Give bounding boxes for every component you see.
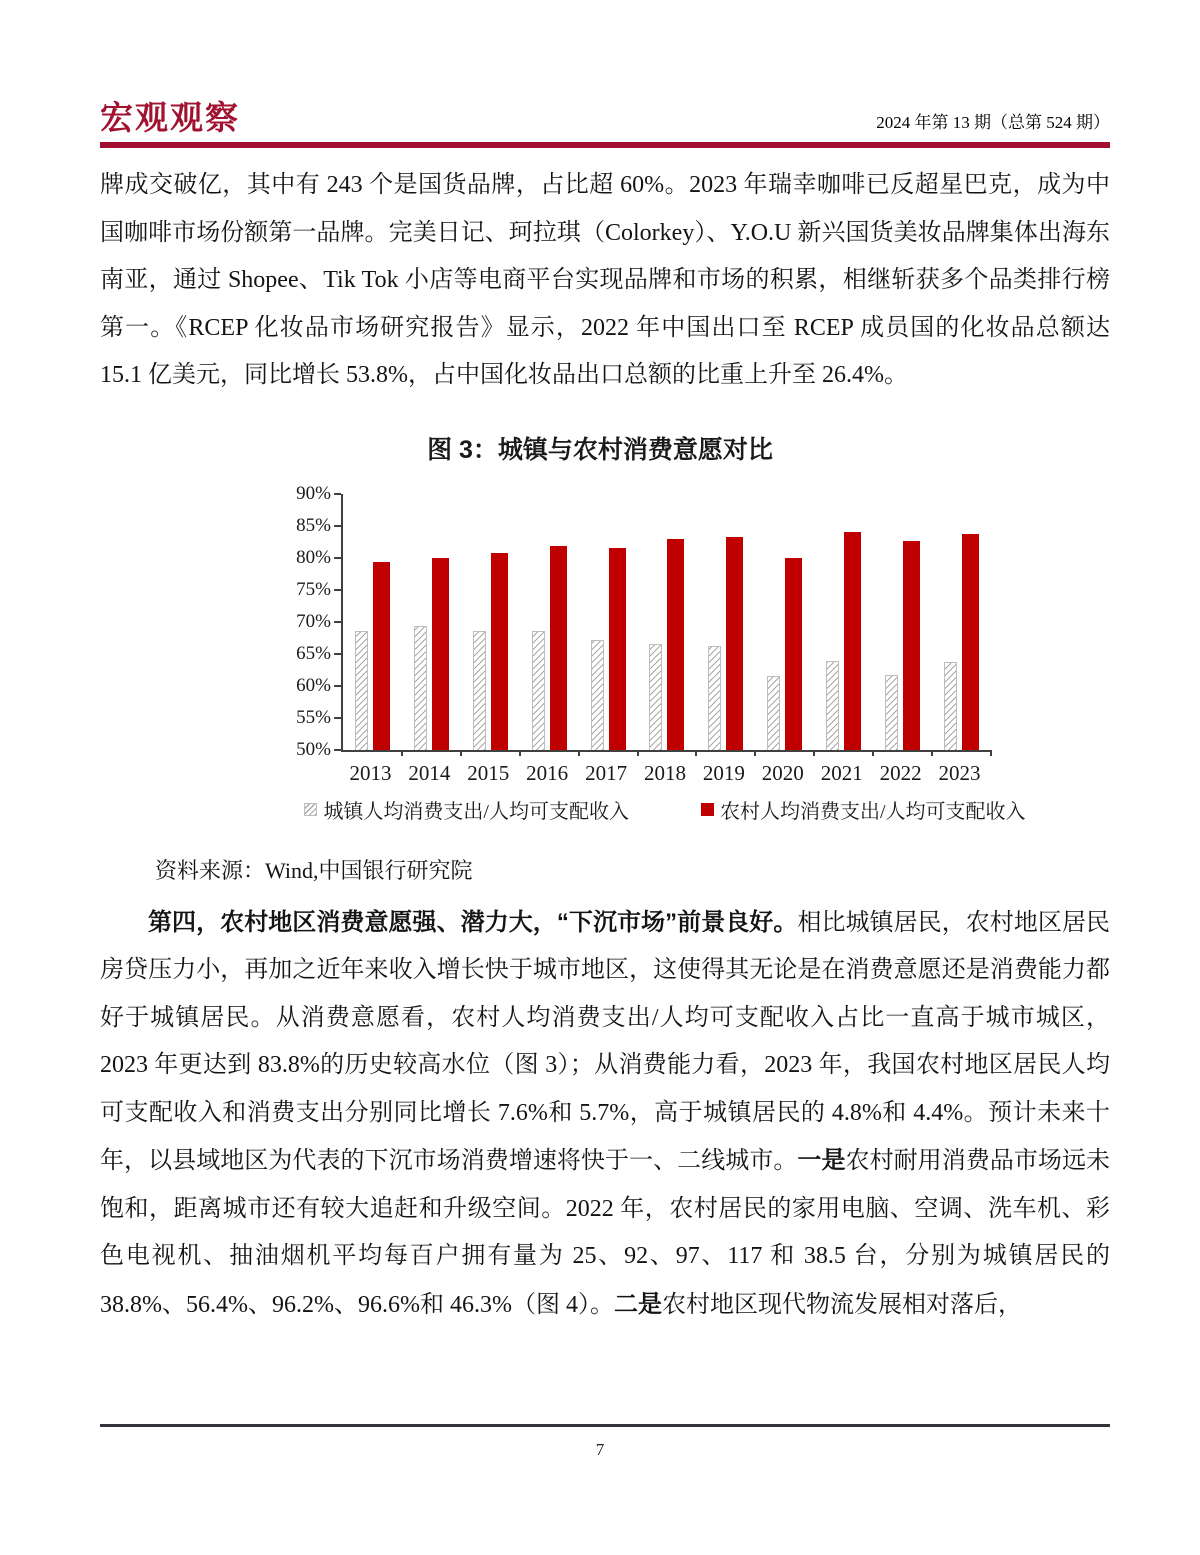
rural-bar-2019 <box>726 537 743 750</box>
x-axis-label-2020: 2020 <box>761 760 804 785</box>
y-axis-tick-label: 70% <box>296 610 331 632</box>
text-run: 农村地区现代物流发展相对落后， <box>661 1291 1022 1318</box>
rural-bar-2016 <box>550 546 567 750</box>
x-axis-tick <box>931 750 933 756</box>
journal-title: 宏观观察 <box>100 99 240 136</box>
legend-item <box>701 795 1026 824</box>
x-axis-label-2019: 2019 <box>702 760 745 785</box>
bar-group-2016 <box>532 546 567 750</box>
x-axis-label-2016: 2016 <box>526 760 569 785</box>
x-axis-tick <box>637 750 639 756</box>
bar-chart <box>295 482 1026 824</box>
x-axis-label-2021: 2021 <box>820 760 863 785</box>
figure-title: 图 3：城镇与农村消费意愿对比 <box>427 435 773 464</box>
y-axis-tick <box>334 621 341 623</box>
bold-text-run: 二是 <box>613 1290 662 1318</box>
text-run: 相比城镇居民，农村地区居民房贷压力小，再加之近年来收入增长快于城市地区，这使得其无论是在消费意愿还是消费能力都好于城镇居民。从消费意愿看，农村人均消费支出/人均可支配收入占比一直高于城市城区，2023 年更达到 83.8%的历史较高水位（图 3）；从消费能力看，2023 年，我国农村地区居民人均可支配收入和消费支出分别同比增长 7.6%和 5.7%，高于城镇居民的 4.8%和 4.4%。预计未来十年，以县域地区为代表的下沉市场消费增速将快于一、二线城市。 <box>100 909 1111 1175</box>
bold-text-run: 第四，农村地区消费意愿强、潜力大，“下沉市场”前景良好。 <box>148 908 798 936</box>
source-note: 资料来源：Wind,中国银行研究院 <box>155 857 473 883</box>
x-axis-tick <box>519 750 521 756</box>
y-axis-tick-label: 80% <box>296 546 331 568</box>
y-axis-tick-label: 85% <box>296 514 331 536</box>
bar-group-2023 <box>944 534 979 750</box>
y-axis-tick-label: 75% <box>296 578 331 600</box>
x-axis-tick <box>990 750 992 756</box>
y-axis-tick <box>334 717 341 719</box>
body-paragraph-2 <box>100 899 1110 1330</box>
y-axis-tick <box>334 525 341 527</box>
chart-plot-area <box>296 482 991 760</box>
text-run: 牌成交破亿，其中有 243 个是国货品牌，占比超 60%。2023 年瑞幸咖啡已反超星巴克，成为中国咖啡市场份额第一品牌。完美日记、珂拉琪（Colorkey）、Y.O.U 新兴国货美妆品牌集体出海东南亚，通过 Shopee、Tik Tok 小店等电商平台实现品牌和市场的积累，相继斩获多个品类排行榜第一。《RCEP 化妆品市场研究报告》显示，2022 年中国出口至 RCEP 成员国的化妆品总额达 15.1 亿美元，同比增长 53.8%，占中国化妆品出口总额的比重上升至 26.4%。 <box>100 172 1110 389</box>
y-axis-tick-label: 90% <box>296 482 331 504</box>
bold-text-run: 一是 <box>797 1147 846 1175</box>
urban-bar-2022 <box>885 675 898 750</box>
urban-bar-2015 <box>473 631 486 749</box>
urban-bar-2020 <box>767 676 780 750</box>
urban-bar-2014 <box>414 626 427 750</box>
x-axis-tick <box>401 750 403 756</box>
x-axis-labels <box>341 761 989 786</box>
x-axis-tick <box>872 750 874 756</box>
y-axis-tick-label: 50% <box>296 738 331 760</box>
urban-bar-2018 <box>649 644 662 750</box>
y-axis-tick <box>334 589 341 591</box>
x-axis-tick <box>813 750 815 756</box>
x-axis-tick <box>695 750 697 756</box>
urban-bar-2023 <box>944 662 957 750</box>
y-axis-tick-label: 55% <box>296 706 331 728</box>
bar-group-2020 <box>767 558 802 750</box>
y-axis-tick-label: 65% <box>296 642 331 664</box>
urban-bar-2013 <box>355 631 368 750</box>
bar-group-2015 <box>473 553 508 750</box>
x-axis-tick <box>460 750 462 756</box>
y-axis-tick-label: 60% <box>296 674 331 696</box>
y-axis-tick <box>334 557 341 559</box>
y-axis-tick <box>334 653 341 655</box>
rural-bar-2018 <box>667 539 684 750</box>
y-axis-tick <box>334 493 341 495</box>
body-paragraph-1 <box>100 162 1110 400</box>
issue-label: 2024 年第 13 期（总第 524 期） <box>876 113 1110 133</box>
x-axis-label-2014: 2014 <box>408 760 451 785</box>
bar-series-container <box>343 494 991 750</box>
bar-group-2013 <box>355 562 390 750</box>
rural-bar-2023 <box>962 534 979 750</box>
rural-bar-2014 <box>432 558 449 749</box>
x-axis-label-2023: 2023 <box>938 760 981 785</box>
rural-bar-2020 <box>785 558 802 750</box>
rural-bar-2017 <box>609 548 626 750</box>
legend-item <box>304 795 629 824</box>
rural-bar-2013 <box>373 562 390 750</box>
bar-group-2017 <box>591 548 626 750</box>
bar-group-2019 <box>708 537 743 750</box>
page-number: 7 <box>595 1440 605 1459</box>
x-axis-label-2013: 2013 <box>349 760 392 785</box>
header-rule <box>100 142 1110 148</box>
rural-bar-2021 <box>844 532 861 750</box>
bar-group-2021 <box>826 532 861 750</box>
hatched-swatch-icon <box>304 803 317 816</box>
bar-group-2022 <box>885 541 920 750</box>
x-axis-tick <box>578 750 580 756</box>
rural-bar-2022 <box>903 541 920 750</box>
bar-group-2018 <box>649 539 684 750</box>
rural-bar-2015 <box>491 553 508 750</box>
legend-label: 城镇人均消费支出/人均可支配收入 <box>323 800 629 823</box>
chart-legend <box>323 795 1026 824</box>
bar-group-2014 <box>414 558 449 749</box>
x-axis-label-2022: 2022 <box>879 760 922 785</box>
x-axis-label-2018: 2018 <box>643 760 686 785</box>
page-header <box>100 0 1110 136</box>
y-axis-tick <box>334 749 341 751</box>
urban-bar-2016 <box>532 631 545 750</box>
urban-bar-2021 <box>826 661 839 750</box>
x-axis-tick <box>754 750 756 756</box>
urban-bar-2019 <box>708 646 721 750</box>
x-axis-label-2017: 2017 <box>585 760 628 785</box>
footer-rule <box>100 1424 1110 1427</box>
text-run: 农村耐用消费品市场远未饱和，距离城市还有较大追赶和升级空间。2022 年，农村居民的家用电脑、空调、洗车机、彩色电视机、抽油烟机平均每百户拥有量为 25、92、97、117 和 38.5 台，分别为城镇居民的 38.8%、56.4%、96.2%、96.6%和 46.3%（图 4）。 <box>100 1148 1111 1318</box>
x-axis-label-2015: 2015 <box>467 760 510 785</box>
legend-label: 农村人均消费支出/人均可支配收入 <box>720 800 1026 823</box>
red-swatch-icon <box>701 803 714 816</box>
y-axis-tick <box>334 685 341 687</box>
urban-bar-2017 <box>591 640 604 750</box>
